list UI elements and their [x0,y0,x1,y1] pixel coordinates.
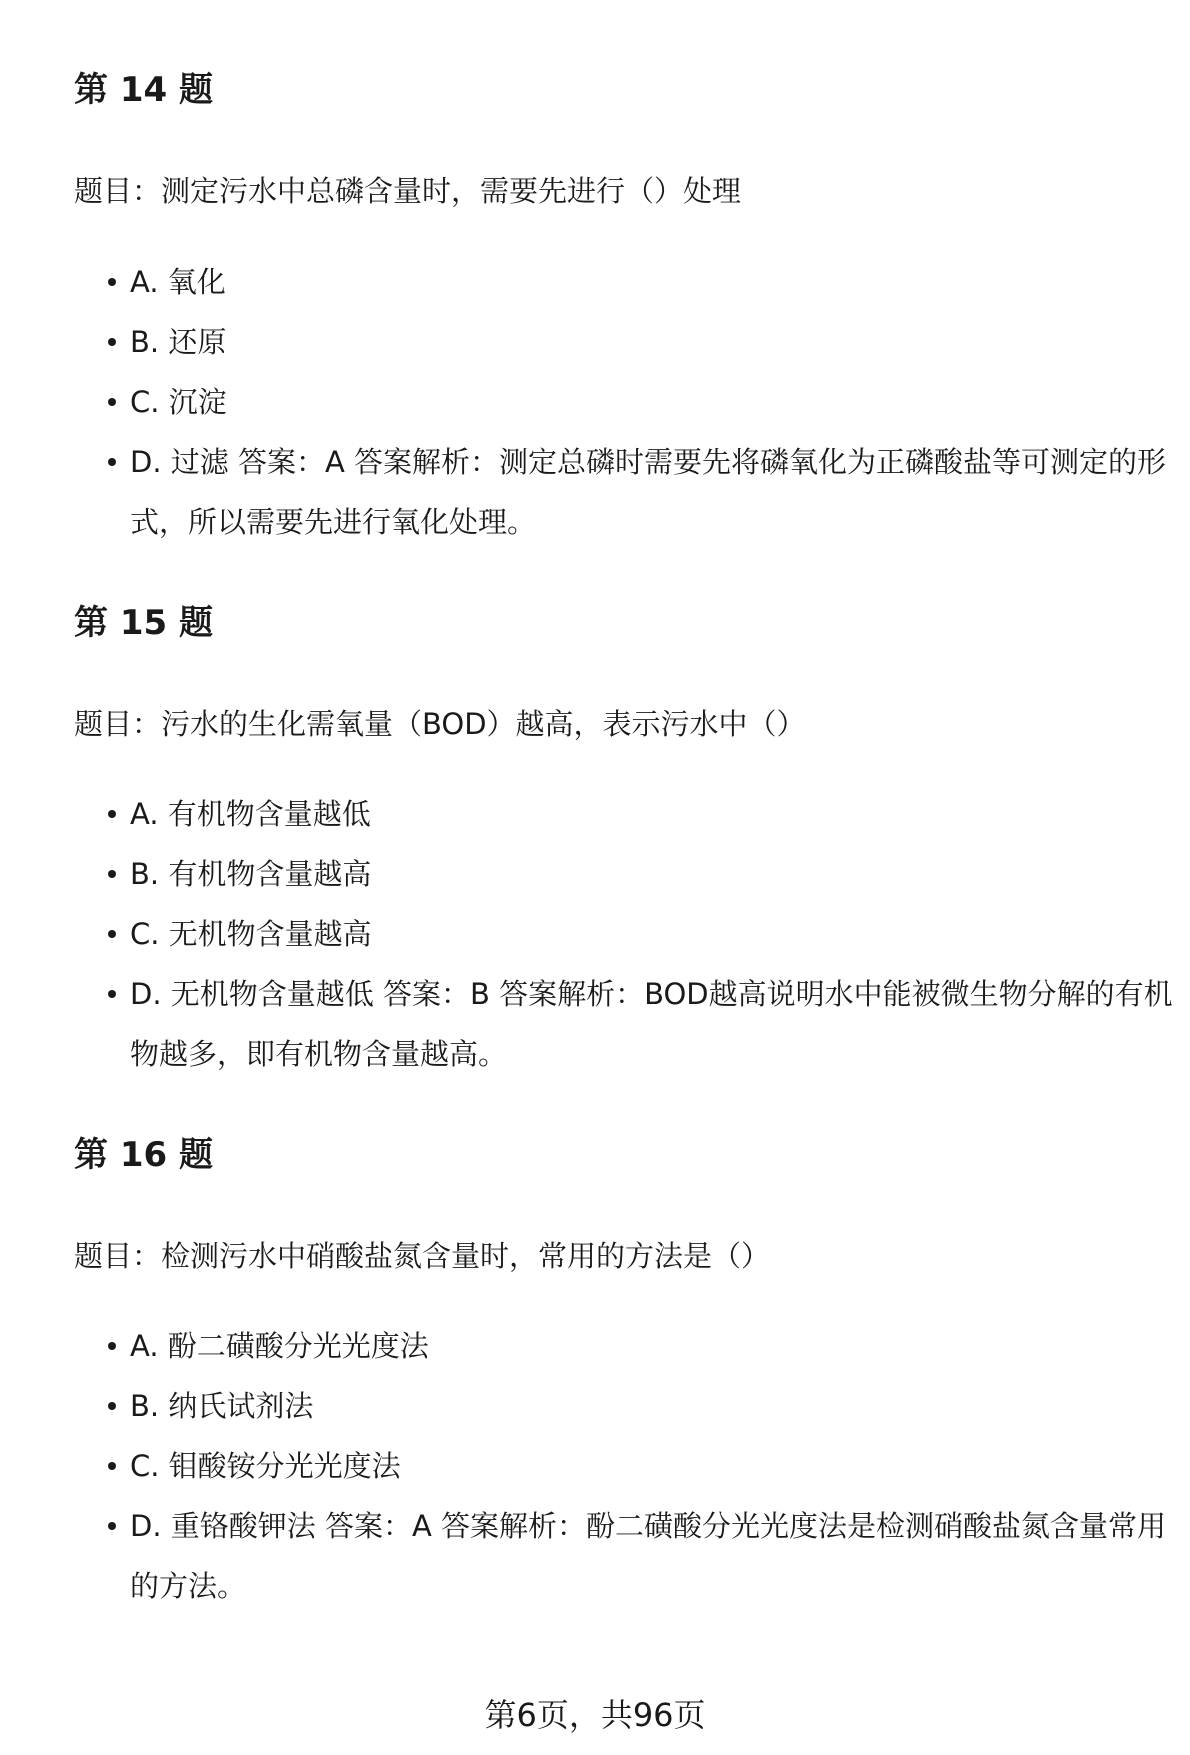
options-list [74,252,1174,552]
option-a [74,1316,1174,1376]
option-d-with-answer [74,432,1174,552]
bullet-icon [108,458,116,466]
option-text: C. 沉淀 [130,385,227,419]
option-c [74,1436,1174,1496]
option-b [74,844,1174,904]
bullet-icon [108,1402,116,1410]
options-list [74,1316,1174,1616]
option-c [74,372,1174,432]
option-a [74,784,1174,844]
bullet-icon [108,278,116,286]
question-stem: 题目：测定污水中总磷含量时，需要先进行（）处理 [74,174,742,208]
option-text: D. 过滤 答案：A 答案解析：测定总磷时需要先将磷氧化为正磷酸盐等可测定的形式，所以需要先进行氧化处理。 [130,445,1167,539]
option-text: D. 无机物含量越低 答案：B 答案解析：BOD越高说明水中能被微生物分解的有机物越多，即有机物含量越高。 [130,977,1173,1071]
option-d-with-answer [74,964,1174,1084]
option-text: D. 重铬酸钾法 答案：A 答案解析：酚二磺酸分光光度法是检测硝酸盐氮含量常用的方法。 [130,1509,1167,1603]
bullet-icon [108,990,116,998]
bullet-icon [108,338,116,346]
option-text: A. 氧化 [130,265,226,299]
option-text: B. 有机物含量越高 [130,857,372,891]
option-b [74,312,1174,372]
option-text: C. 钼酸铵分光光度法 [130,1449,401,1483]
options-list [74,784,1174,1084]
option-text: A. 有机物含量越低 [130,797,371,831]
question-heading: 第 14 题 [74,70,213,110]
option-d-with-answer [74,1496,1174,1616]
bullet-icon [108,930,116,938]
question-heading: 第 15 题 [74,603,213,643]
option-text: C. 无机物含量越高 [130,917,372,951]
question-stem: 题目：检测污水中硝酸盐氮含量时，常用的方法是（） [74,1239,771,1273]
question-heading: 第 16 题 [74,1135,213,1175]
bullet-icon [108,810,116,818]
bullet-icon [108,1342,116,1350]
bullet-icon [108,398,116,406]
option-b [74,1376,1174,1436]
bullet-icon [108,870,116,878]
page-footer: 第6页，共96页 [484,1696,706,1734]
option-c [74,904,1174,964]
option-text: A. 酚二磺酸分光光度法 [130,1329,429,1363]
option-text: B. 还原 [130,325,227,359]
option-text: B. 纳氏试剂法 [130,1389,314,1423]
question-stem: 题目：污水的生化需氧量（BOD）越高，表示污水中（） [74,707,806,741]
bullet-icon [108,1462,116,1470]
bullet-icon [108,1522,116,1530]
option-a [74,252,1174,312]
